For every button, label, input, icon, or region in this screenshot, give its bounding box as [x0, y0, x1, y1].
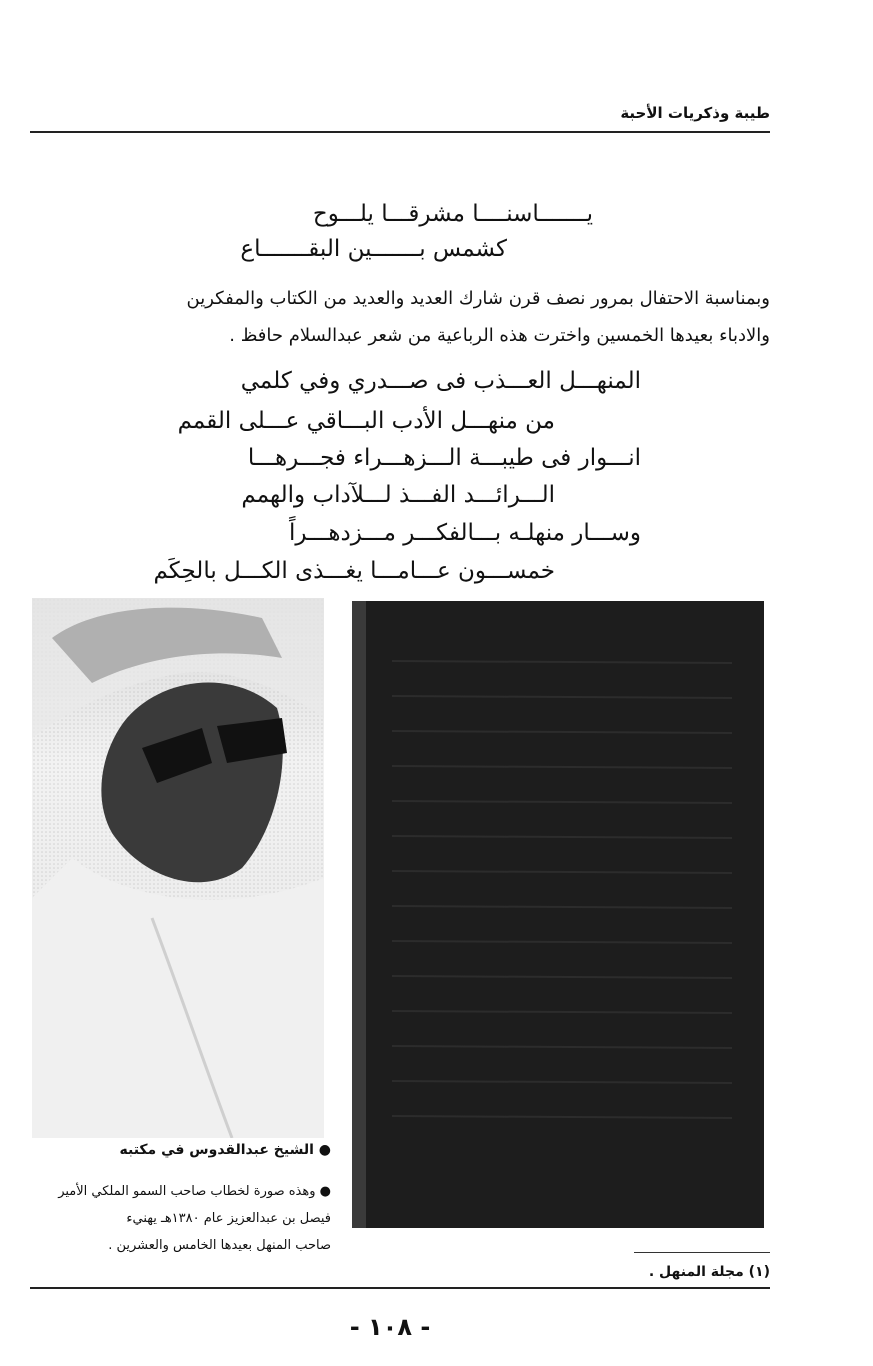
verse-intro-line-2: كشمس بـــــــين البقـــــــاع — [240, 236, 507, 262]
poem-line-2: من منهـــل الأدب البـــاقي عـــلى القمم — [177, 408, 555, 434]
footnote: (١) مجلة المنهل . — [648, 1264, 770, 1280]
portrait-photo — [32, 598, 324, 1138]
letter-photo — [352, 601, 764, 1228]
caption-letter-line-2: فيصل بن عبدالعزيز عام ١٣٨٠هـ يهنيء — [126, 1211, 331, 1226]
verse-intro-line-1: يـــــــاسنــــا مشرقـــا يلـــوح — [312, 201, 593, 227]
poem-line-3: انـــوار فى طيبـــة الـــزهـــراء فجـــرهـــا — [247, 445, 641, 471]
intro-paragraph-line-2: والادباء بعيدها الخمسين واخترت هذه الرباعية من شعر عبدالسلام حافظ . — [229, 325, 770, 346]
poem-line-4: الـــرائـــد الفـــذ لـــلآداب والهمم — [241, 482, 555, 508]
footnote-rule — [634, 1252, 770, 1253]
poem-line-6: خمســـون عـــامـــا يغـــذى الكـــل بالحِكَم — [153, 558, 555, 584]
footer-rule — [30, 1287, 770, 1289]
caption-portrait — [120, 1142, 332, 1158]
bullet-icon: ● — [315, 1184, 331, 1199]
poem-line-5: وســـار منهلـه بـــالفكـــر مـــزدهـــراً — [289, 520, 641, 546]
poem-line-1: المنهـــل العـــذب فى صـــدري وفي كلمي — [240, 368, 641, 394]
caption-portrait-text: الشيخ عبدالقدوس في مكتبه — [119, 1142, 314, 1158]
page-number: - ١٠٨ - — [349, 1313, 431, 1341]
running-title: طيبة وذكريات الأحبة — [620, 104, 770, 122]
bullet-icon: ● — [313, 1142, 331, 1158]
caption-letter-text-1: وهذه صورة لخطاب صاحب السمو الملكي الأمير — [58, 1184, 316, 1199]
letter-illustration — [352, 601, 764, 1228]
intro-paragraph-line-1: وبمناسبة الاحتفال بمرور نصف قرن شارك العديد والعديد من الكتاب والمفكرين — [186, 288, 770, 309]
caption-letter-line-3: صاحب المنهل بعيدها الخامس والعشرين . — [108, 1238, 331, 1253]
caption-letter-line-1 — [58, 1184, 331, 1199]
portrait-illustration — [32, 598, 324, 1138]
header-rule — [30, 131, 770, 133]
